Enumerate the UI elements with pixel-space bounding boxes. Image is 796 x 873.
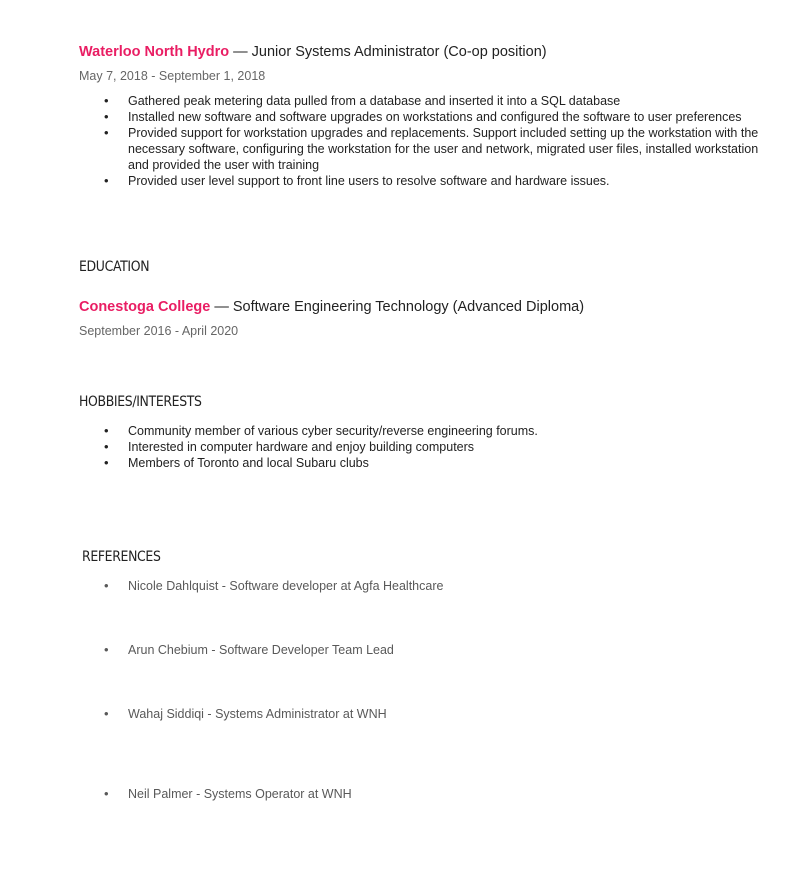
experience-dates: May 7, 2018 - September 1, 2018 (79, 69, 266, 83)
list-item: • Wahaj Siddiqi - Systems Administrator at WNH (79, 706, 769, 722)
references-list-3 (79, 706, 769, 722)
list-item: • Members of Toronto and local Subaru clubs (79, 455, 769, 471)
references-list-2 (79, 642, 769, 658)
hobbies-list (79, 423, 769, 471)
education-dates: September 2016 - April 2020 (79, 324, 239, 338)
experience-bullets (79, 93, 769, 189)
list-item: • Provided user level support to front line users to resolve software and hardware issues. (79, 173, 769, 189)
company-name: Waterloo North Hydro (79, 44, 230, 60)
list-item: • Installed new software and software upgrades on workstations and configured the software to user preferences (79, 109, 769, 125)
education-heading: EDUCATION (79, 259, 150, 275)
job-role: — Junior Systems Administrator (Co-op position) (229, 44, 547, 60)
list-item: • Provided support for workstation upgrades and replacements. Support included setting up the workstation with the necessary software, configuring the workstation for the user and network, migrated user files, installed workstation and provided the user with training (79, 125, 769, 173)
experience-title (79, 43, 779, 61)
references-list-1 (79, 578, 769, 594)
education-title (79, 298, 779, 316)
hobbies-heading: HOBBIES/INTERESTS (79, 394, 202, 410)
list-item: • Interested in computer hardware and enjoy building computers (79, 439, 769, 455)
references-list-4 (79, 786, 769, 802)
list-item: • Gathered peak metering data pulled from a database and inserted it into a SQL database (79, 93, 769, 109)
list-item: • Nicole Dahlquist - Software developer at Agfa Healthcare (79, 578, 769, 594)
list-item: • Arun Chebium - Software Developer Team Lead (79, 642, 769, 658)
school-name: Conestoga College (79, 299, 211, 315)
references-heading: REFERENCES (82, 549, 161, 565)
list-item: • Community member of various cyber security/reverse engineering forums. (79, 423, 769, 439)
list-item: • Neil Palmer - Systems Operator at WNH (79, 786, 769, 802)
program-name: — Software Engineering Technology (Advanced Diploma) (210, 299, 585, 315)
